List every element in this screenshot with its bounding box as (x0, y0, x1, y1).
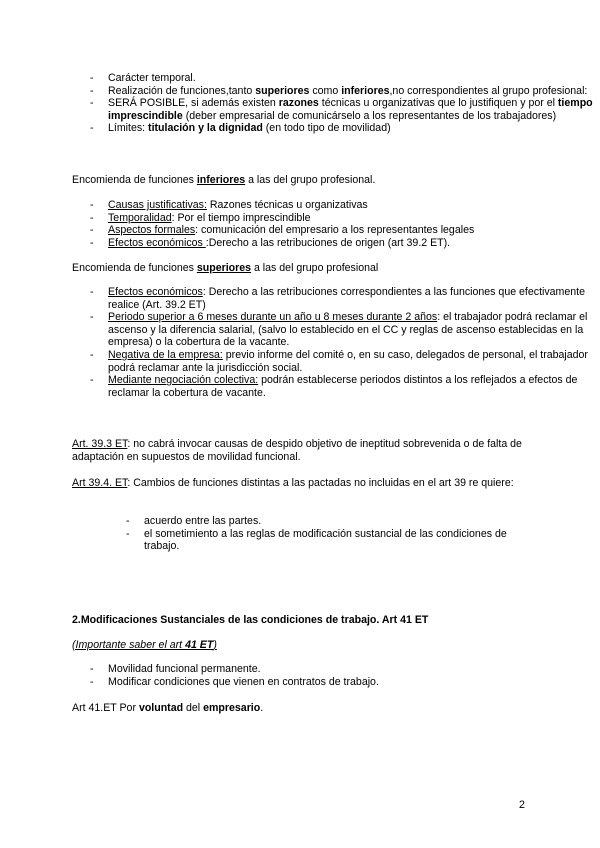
page-number: 2 (519, 799, 525, 811)
list-item: - Temporalidad: Por el tiempo imprescindible (90, 211, 311, 224)
art-39-4-paragraph: Art 39.4. ET: Cambios de funciones distintas a las pactadas no incluidas en el art 39 re quiere: (72, 477, 514, 489)
art-41-paragraph: Art 41.ET Por voluntad del empresario. (72, 702, 264, 714)
list-item: - Carácter temporal. (90, 72, 196, 84)
list-item: - acuerdo entre las partes. (126, 515, 262, 527)
list-item: - Efectos económicos :Derecho a las retribuciones de origen (art 39.2 ET). (90, 236, 451, 249)
superiores-heading: Encomienda de funciones superiores a las del grupo profesional (72, 262, 379, 274)
list-section-2 (72, 663, 594, 688)
list-superiores (72, 286, 594, 399)
list-item: - SERÁ POSIBLE, si además existen razones técnicas u organizativas que lo justifiquen y por el tiempo imprescindible (deber empresarial de comunicárselo a los representantes de los trabajadores) (90, 97, 593, 122)
list-movilidad (72, 72, 594, 135)
list-item: - Realización de funciones,tanto superiores como inferiores,no correspondientes al grupo profesional: (90, 84, 588, 97)
list-item: - Modificar condiciones que vienen en contratos de trabajo. (90, 675, 379, 688)
section-2-note: (Importante saber el art 41 ET) (72, 639, 217, 651)
list-item: - Efectos económicos: Derecho a las retribuciones correspondientes a las funciones que efectivamente realice (Art. 39.2 ET) (90, 286, 585, 311)
list-item: - Mediante negociación colectiva: podrán establecerse periodos distintos a los reflejados a efectos de reclamar la cobertura de vacante. (90, 374, 578, 399)
list-item: - el sometimiento a las reglas de modificación sustancial de las condiciones de trabajo. (126, 527, 507, 553)
list-item: - Periodo superior a 6 meses durante un año u 8 meses durante 2 años: el trabajador podrá reclamar el ascenso y la diferencia salarial, (salvo lo establecido en el CC y reglas de ascenso establecidas en la empresa) o la cobertura de la vacante. (90, 311, 588, 349)
list-item: - Aspectos formales: comunicación del empresario a los representantes legales (90, 224, 475, 237)
list-item: - Límites: titulación y la dignidad (en todo tipo de movilidad) (90, 122, 391, 135)
list-art-39-4 (126, 515, 526, 553)
section-2-title: 2.Modificaciones Sustanciales de las condiciones de trabajo. Art 41 ET (72, 614, 429, 626)
list-item: - Movilidad funcional permanente. (90, 663, 261, 675)
inferiores-heading: Encomienda de funciones inferiores a las del grupo profesional. (72, 174, 376, 186)
list-item: - Causas justificativas: Razones técnicas u organizativas (90, 199, 368, 211)
list-item: - Negativa de la empresa: previo informe del comité o, en su caso, delegados de personal, el trabajador podrá reclamar ante la jurisdicción social. (90, 348, 588, 374)
list-inferiores (72, 199, 594, 249)
art-39-3-paragraph: Art. 39.3 ET: no cabrá invocar causas de despido objetivo de ineptitud sobrevenida o de falta de adaptación en supuestos de movilidad funcional. (72, 438, 522, 463)
